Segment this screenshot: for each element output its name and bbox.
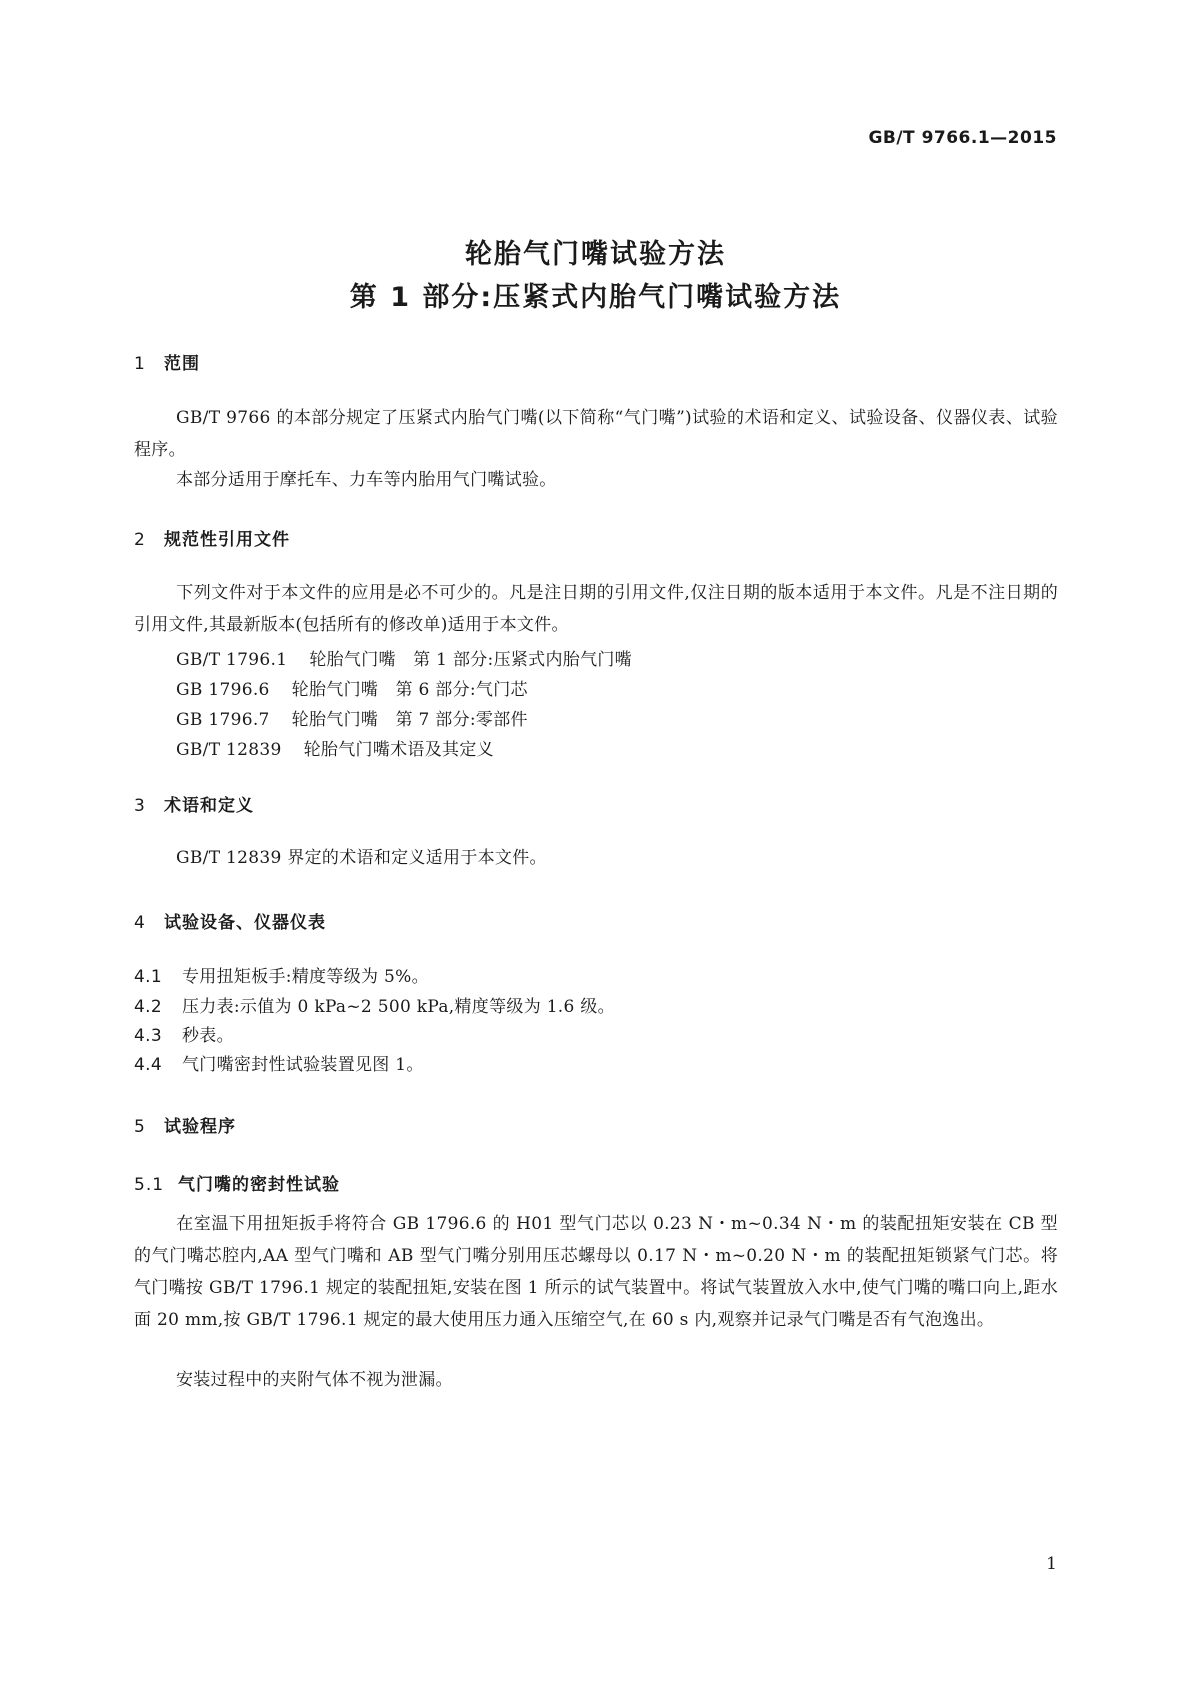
section-2-heading xyxy=(134,525,290,550)
section-1-paragraph-1 xyxy=(134,402,1058,466)
item-text: 秒表。 xyxy=(182,1026,234,1046)
list-item xyxy=(134,1050,424,1075)
section-number: 4 xyxy=(134,913,146,933)
item-number: 4.3 xyxy=(134,1026,162,1046)
section-number: 5 xyxy=(134,1117,146,1137)
reference-code: GB/T 1796.1 xyxy=(176,650,288,670)
section-2-paragraph-1 xyxy=(134,577,1058,641)
normative-reference xyxy=(176,645,632,670)
section-1-paragraph-2 xyxy=(134,464,1058,496)
reference-title: 轮胎气门嘴术语及其定义 xyxy=(303,740,494,760)
item-number: 4.4 xyxy=(134,1055,162,1075)
item-text: 压力表:示值为 0 kPa~2 500 kPa,精度等级为 1.6 级。 xyxy=(182,997,615,1017)
list-item xyxy=(134,992,615,1017)
section-4-heading xyxy=(134,908,326,933)
reference-code: GB 1796.6 xyxy=(176,680,270,700)
paragraph-text: GB/T 9766 的本部分规定了压紧式内胎气门嘴(以下简称“气门嘴”)试验的术语和定义、试验设备、仪器仪表、试验程序。 xyxy=(134,408,1058,460)
normative-reference xyxy=(176,675,528,700)
section-number: 3 xyxy=(134,796,146,816)
reference-title: 轮胎气门嘴 第 7 部分:零部件 xyxy=(291,710,528,730)
subsection-number: 5.1 xyxy=(134,1175,165,1195)
paragraph-text: GB/T 12839 界定的术语和定义适用于本文件。 xyxy=(176,848,547,868)
reference-title: 轮胎气门嘴 第 1 部分:压紧式内胎气门嘴 xyxy=(309,650,632,670)
reference-code: GB 1796.7 xyxy=(176,710,270,730)
item-text: 气门嘴密封性试验装置见图 1。 xyxy=(182,1055,424,1075)
section-number: 2 xyxy=(134,530,146,550)
item-number: 4.2 xyxy=(134,997,162,1017)
paragraph-text: 安装过程中的夹附气体不视为泄漏。 xyxy=(176,1370,453,1390)
page-number: 1 xyxy=(1046,1554,1057,1574)
item-text: 专用扭矩板手:精度等级为 5%。 xyxy=(182,967,429,987)
subsection-5-1-heading xyxy=(134,1170,340,1195)
reference-title: 轮胎气门嘴 第 6 部分:气门芯 xyxy=(291,680,528,700)
section-3-paragraph-1 xyxy=(134,842,1058,874)
section-title: 试验设备、仪器仪表 xyxy=(164,913,326,933)
list-item xyxy=(134,962,429,987)
section-3-heading xyxy=(134,791,254,816)
item-number: 4.1 xyxy=(134,967,162,987)
section-title: 术语和定义 xyxy=(164,796,254,816)
section-5-heading xyxy=(134,1112,236,1137)
document-title-line1: 轮胎气门嘴试验方法 xyxy=(465,239,726,270)
section-title: 试验程序 xyxy=(164,1117,236,1137)
paragraph-text: 在室温下用扭矩扳手将符合 GB 1796.6 的 H01 型气门芯以 0.23 N・m~0.34 N・m 的装配扭矩安装在 CB 型的气门嘴芯腔内,AA 型气门嘴和 AB 型气门嘴分别用压芯螺母以 0.17 N・m~0.20 N・m 的装配扭矩锁紧气门芯。将气门嘴按 GB/T 1796.1 规定的装配扭矩,安装在图 1 所示的试气装置中。将试气装置放入水中,使气门嘴的嘴口向上,距水面 20 mm,按 GB/T 1796.1 规定的最大使用压力通入压缩空气,在 60 s 内,观察并记录气门嘴是否有气泡逸出。 xyxy=(134,1214,1058,1330)
normative-reference xyxy=(176,705,528,730)
section-1-heading xyxy=(134,349,200,374)
list-item xyxy=(134,1021,234,1046)
section-title: 规范性引用文件 xyxy=(164,530,290,550)
subsection-title: 气门嘴的密封性试验 xyxy=(178,1175,340,1195)
paragraph-text: 本部分适用于摩托车、力车等内胎用气门嘴试验。 xyxy=(176,470,557,490)
standard-code: GB/T 9766.1—2015 xyxy=(868,128,1057,148)
subsection-5-1-paragraph-1 xyxy=(134,1208,1058,1336)
section-title: 范围 xyxy=(164,354,200,374)
paragraph-text: 下列文件对于本文件的应用是必不可少的。凡是注日期的引用文件,仅注日期的版本适用于本文件。凡是不注日期的引用文件,其最新版本(包括所有的修改单)适用于本文件。 xyxy=(134,583,1058,635)
subsection-5-1-paragraph-2 xyxy=(134,1364,1058,1396)
section-number: 1 xyxy=(134,354,146,374)
document-title-line2: 第 1 部分:压紧式内胎气门嘴试验方法 xyxy=(349,282,842,313)
reference-code: GB/T 12839 xyxy=(176,740,282,760)
normative-reference xyxy=(176,735,494,760)
